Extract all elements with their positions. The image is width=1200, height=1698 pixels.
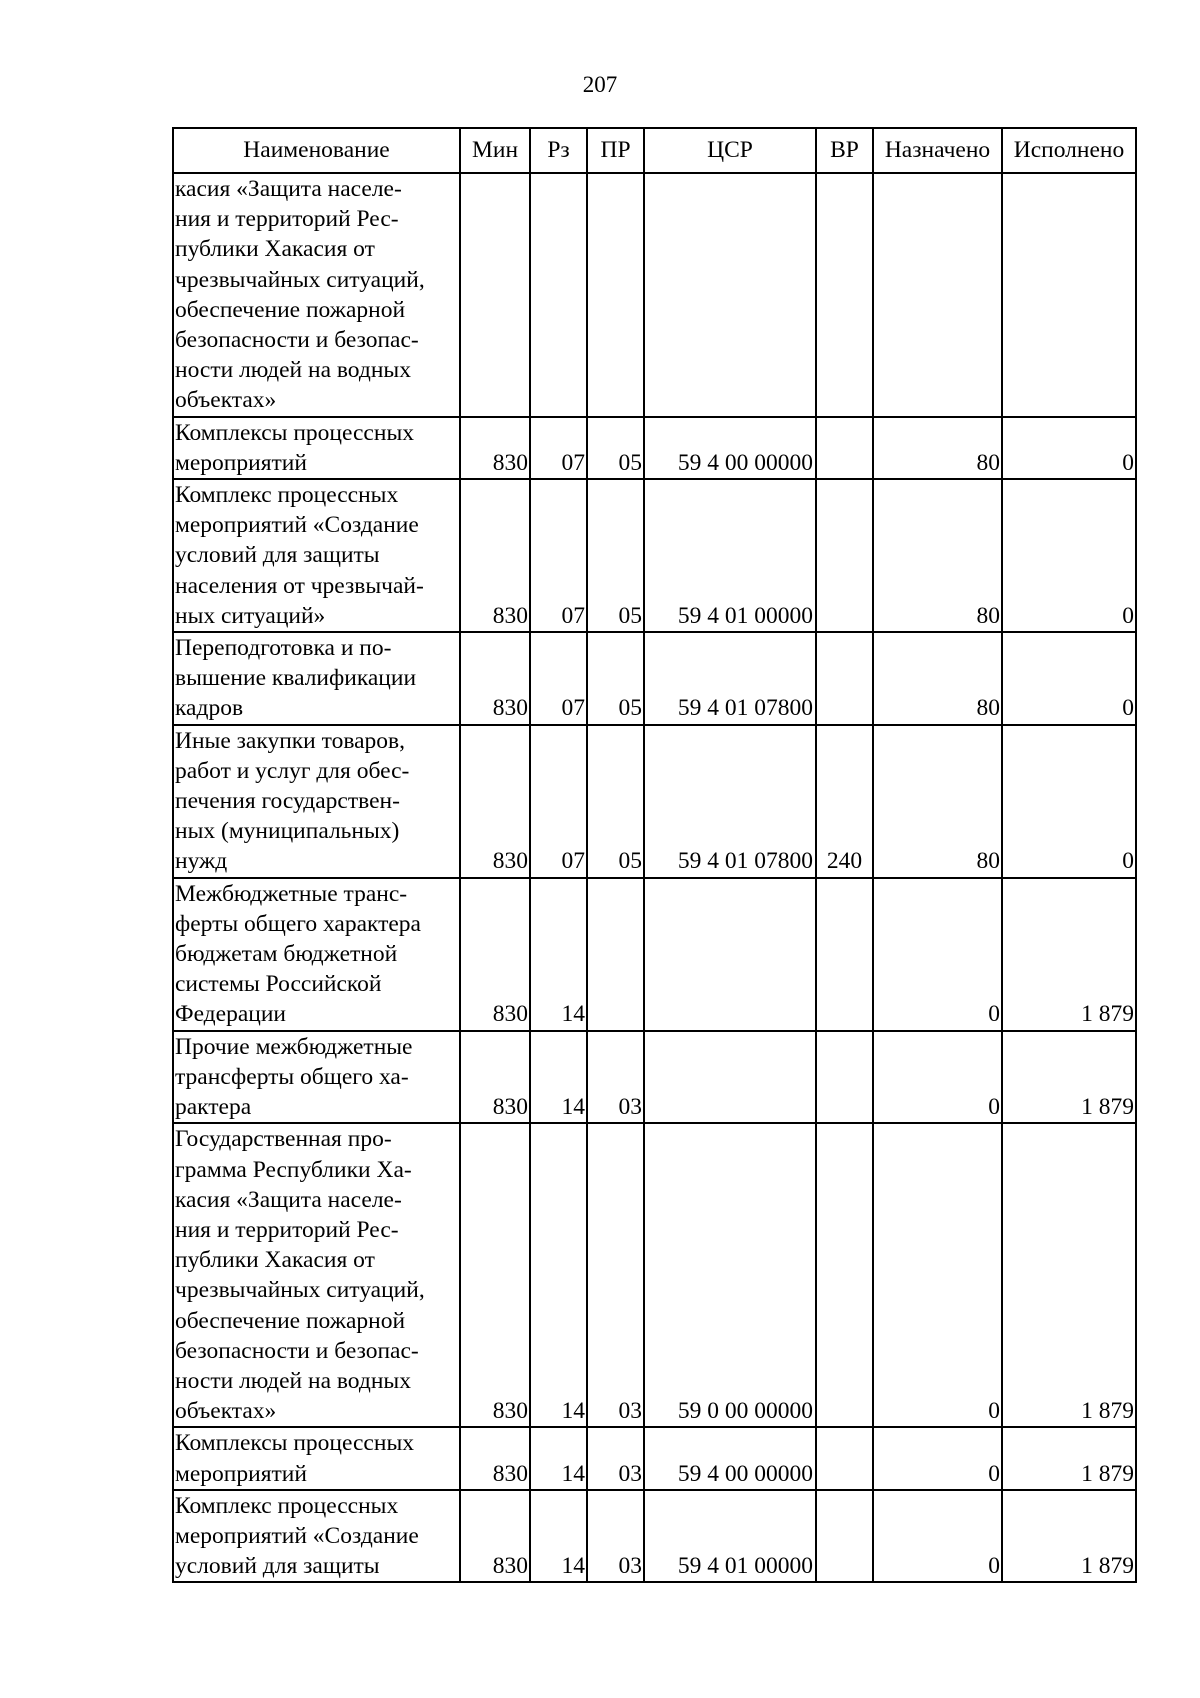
header-name: Наименование (173, 128, 460, 173)
cell-min: 830 (460, 479, 530, 632)
cell-rz: 07 (530, 479, 587, 632)
cell-min: 830 (460, 1123, 530, 1427)
cell-executed: 1 879 (1002, 878, 1136, 1031)
cell-min: 830 (460, 632, 530, 725)
cell-rz: 07 (530, 632, 587, 725)
cell-min: 830 (460, 878, 530, 1031)
table-row (173, 1490, 1136, 1583)
cell-name: Комплексы процессных мероприятий (173, 1427, 460, 1489)
cell-name: Комплекс процессных мероприятий «Создание условий для защиты (173, 1490, 460, 1583)
cell-vr (816, 878, 873, 1031)
page-number: 207 (582, 72, 618, 97)
cell-pr: 03 (587, 1123, 644, 1427)
cell-name: касия «Защита населе- ния и территорий Рес- публики Хакасия от чрезвычайных ситуаций, обеспечение пожарной безопасности и безопас- ности людей на водных объектах» (173, 173, 460, 417)
cell-name: Иные закупки товаров, работ и услуг для обес- печения государствен- ных (муниципальных) нужд (173, 725, 460, 878)
table-row (173, 479, 1136, 632)
cell-rz: 14 (530, 878, 587, 1031)
cell-executed: 1 879 (1002, 1031, 1136, 1124)
cell-csr: 59 4 00 00000 (644, 1427, 816, 1489)
header-min: Мин (460, 128, 530, 173)
cell-csr: 59 4 01 00000 (644, 1490, 816, 1583)
cell-pr: 03 (587, 1427, 644, 1489)
table-row (173, 725, 1136, 878)
cell-name: Межбюджетные транс- ферты общего характера бюджетам бюджетной системы Российской Федерации (173, 878, 460, 1031)
cell-assigned: 80 (873, 632, 1002, 725)
cell-executed: 0 (1002, 417, 1136, 479)
cell-vr (816, 632, 873, 725)
cell-vr (816, 417, 873, 479)
cell-executed: 0 (1002, 725, 1136, 878)
cell-rz: 07 (530, 725, 587, 878)
cell-min: 830 (460, 1427, 530, 1489)
cell-rz: 14 (530, 1490, 587, 1583)
cell-assigned: 80 (873, 417, 1002, 479)
cell-vr (816, 1490, 873, 1583)
cell-pr: 05 (587, 632, 644, 725)
cell-assigned: 0 (873, 1123, 1002, 1427)
cell-vr (816, 1031, 873, 1124)
cell-min (460, 173, 530, 417)
cell-assigned: 80 (873, 479, 1002, 632)
cell-csr (644, 173, 816, 417)
cell-assigned: 0 (873, 1427, 1002, 1489)
cell-min: 830 (460, 725, 530, 878)
table-row (173, 173, 1136, 417)
cell-assigned: 80 (873, 725, 1002, 878)
table-body (173, 173, 1136, 1582)
cell-pr (587, 173, 644, 417)
cell-pr: 03 (587, 1031, 644, 1124)
cell-assigned: 0 (873, 1031, 1002, 1124)
cell-assigned: 0 (873, 1490, 1002, 1583)
cell-vr (816, 173, 873, 417)
cell-pr (587, 878, 644, 1031)
cell-rz: 14 (530, 1427, 587, 1489)
header-vr: ВР (816, 128, 873, 173)
table-row (173, 1427, 1136, 1489)
cell-name: Комплекс процессных мероприятий «Создание условий для защиты населения от чрезвычай- ных ситуаций» (173, 479, 460, 632)
table-row (173, 632, 1136, 725)
cell-executed (1002, 173, 1136, 417)
cell-rz: 14 (530, 1031, 587, 1124)
header-rz: Рз (530, 128, 587, 173)
cell-min: 830 (460, 1490, 530, 1583)
cell-pr: 05 (587, 479, 644, 632)
table-header-row (173, 128, 1136, 173)
cell-name: Переподготовка и по- вышение квалификации кадров (173, 632, 460, 725)
cell-min: 830 (460, 417, 530, 479)
cell-csr: 59 4 01 07800 (644, 632, 816, 725)
cell-vr (816, 1427, 873, 1489)
cell-rz: 14 (530, 1123, 587, 1427)
cell-min: 830 (460, 1031, 530, 1124)
cell-csr (644, 1031, 816, 1124)
cell-rz (530, 173, 587, 417)
header-pr: ПР (587, 128, 644, 173)
cell-executed: 1 879 (1002, 1490, 1136, 1583)
header-csr: ЦСР (644, 128, 816, 173)
cell-pr: 05 (587, 417, 644, 479)
cell-executed: 0 (1002, 632, 1136, 725)
cell-name: Прочие межбюджетные трансферты общего ха- рактера (173, 1031, 460, 1124)
cell-executed: 0 (1002, 479, 1136, 632)
table-row (173, 1031, 1136, 1124)
cell-assigned (873, 173, 1002, 417)
cell-executed: 1 879 (1002, 1123, 1136, 1427)
cell-executed: 1 879 (1002, 1427, 1136, 1489)
table-row (173, 417, 1136, 479)
header-executed: Исполнено (1002, 128, 1136, 173)
table-row (173, 878, 1136, 1031)
cell-assigned: 0 (873, 878, 1002, 1031)
cell-pr: 03 (587, 1490, 644, 1583)
header-assigned: Назначено (873, 128, 1002, 173)
cell-csr: 59 4 01 07800 (644, 725, 816, 878)
cell-name: Комплексы процессных мероприятий (173, 417, 460, 479)
cell-rz: 07 (530, 417, 587, 479)
table-row (173, 1123, 1136, 1427)
cell-csr: 59 0 00 00000 (644, 1123, 816, 1427)
cell-vr (816, 479, 873, 632)
cell-csr: 59 4 01 00000 (644, 479, 816, 632)
cell-vr (816, 1123, 873, 1427)
cell-name: Государственная про- грамма Республики Ха- касия «Защита населе- ния и территорий Рес- публики Хакасия от чрезвычайных ситуаций, обеспечение пожарной безопасности и безопас- ности людей на водных объектах» (173, 1123, 460, 1427)
cell-vr: 240 (816, 725, 873, 878)
cell-csr: 59 4 00 00000 (644, 417, 816, 479)
cell-csr (644, 878, 816, 1031)
cell-pr: 05 (587, 725, 644, 878)
budget-table (172, 127, 1137, 1583)
